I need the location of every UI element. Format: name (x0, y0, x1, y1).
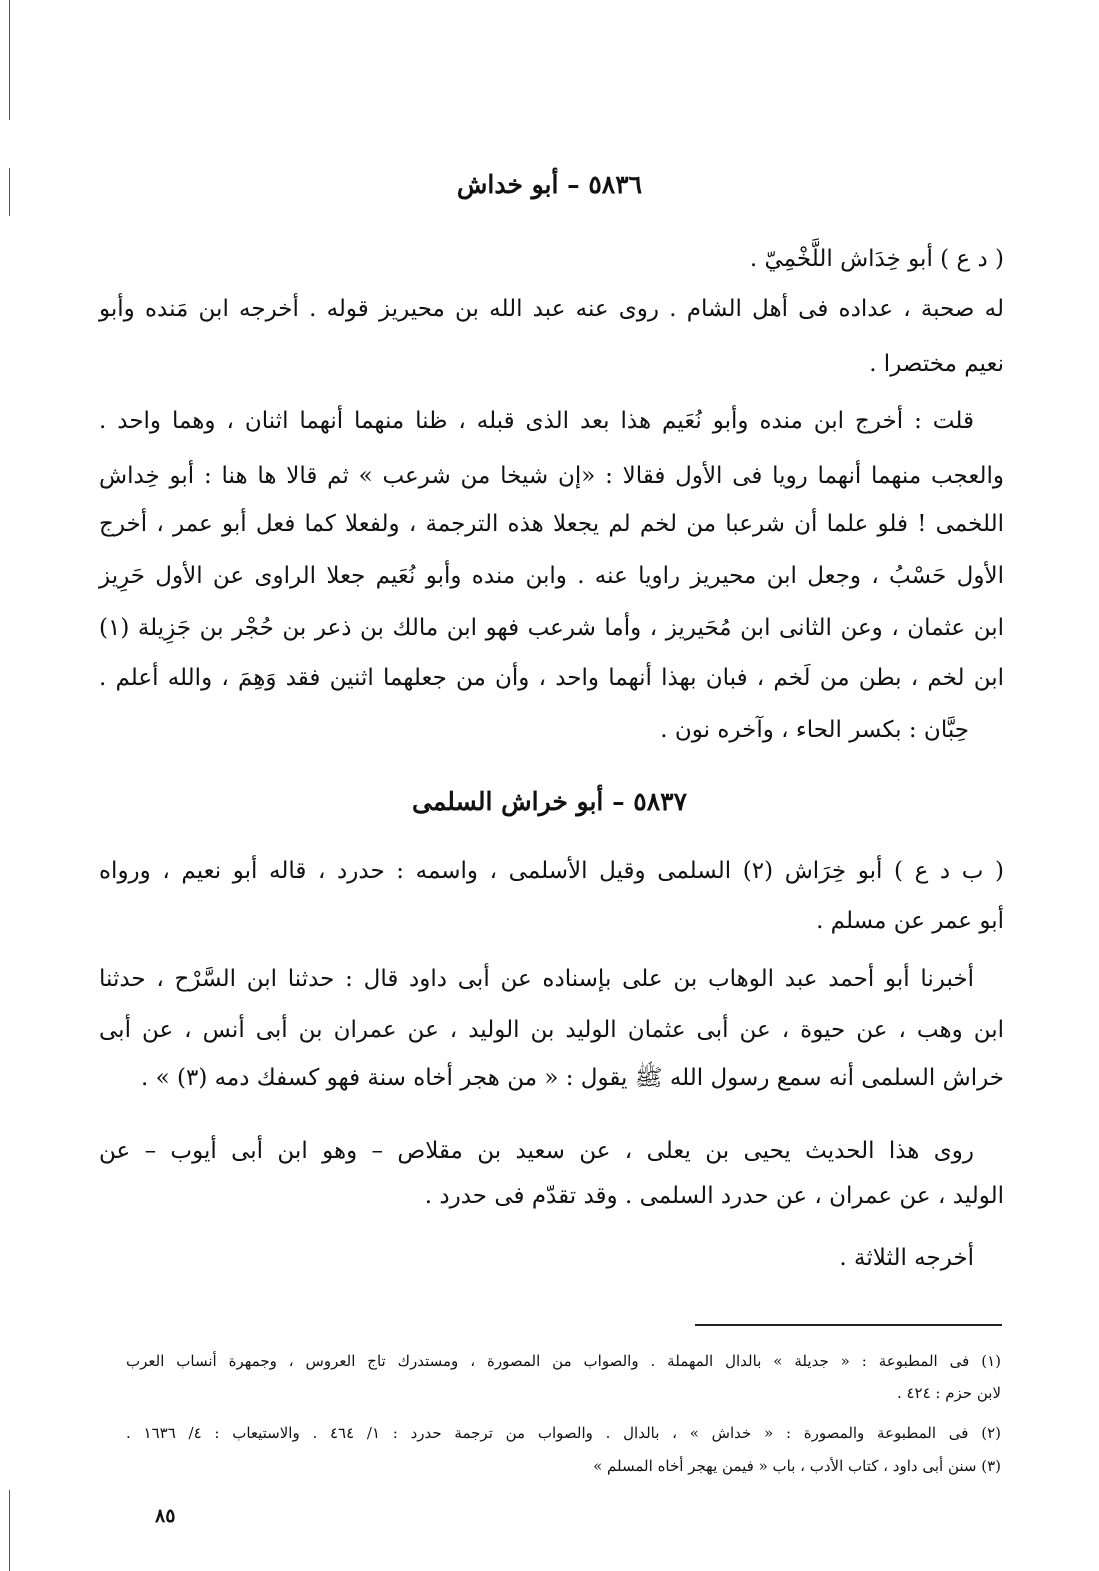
entry-5837-line: أبو عمر عن مسلم . (816, 908, 1004, 934)
entry-5836-line: حِبَّان : بكسر الحاء ، وآخره نون . (660, 717, 969, 743)
entry-5837-line: ابن وهب ، عن حيوة ، عن أبى عثمان الوليد بن الوليد ، عن عمران بن أبى أنس ، عن أبى (99, 1017, 1004, 1043)
entry-5837-line: أخبرنا أبو أحمد عبد الوهاب بن على بإسناده عن أبى داود قال : حدثنا ابن السَّرْح ، حدثنا (99, 966, 974, 992)
entry-5836-line: اللخمى ! فلو علما أن شرعبا من لخم لم يجعلا هذه الترجمة ، ولفعلا كما فعل أبو عمر ، أخرج (99, 511, 1004, 537)
entry-heading-5836: ٥٨٣٦ – أبو خداش (456, 170, 643, 199)
footnote-line: (٣) سنن أبى داود ، كتاب الأدب ، باب « فيمن يهجر أخاه المسلم » (593, 1457, 1001, 1475)
entry-5836-line: الأول حَسْبُ ، وجعل ابن محيريز راويا عنه . وابن منده وأبو نُعَيم جعلا الراوى عن الأول حَرِيز (99, 563, 1004, 589)
entry-5836-line: والعجب منهما أنهما رويا فى الأول فقالا : «إن شيخا من شرعب » ثم قالا ها هنا : أبو خِداش (99, 463, 1004, 489)
entry-5836-line: له صحبة ، عداده فى أهل الشام . روى عنه عبد الله بن محيريز قوله . أخرجه ابن مَنده وأبو (99, 296, 1004, 322)
entry-5836-line: قلت : أخرج ابن منده وأبو نُعَيم هذا بعد الذى قبله ، ظنا منهما أنهما اثنان ، وهما واحد . (99, 408, 974, 434)
entry-5837-line: أخرجه الثلاثة . (839, 1245, 974, 1271)
footnote-line: لابن حزم : ٤٢٤ . (896, 1384, 1001, 1402)
entry-5836-line: ( د ع ) أبو خِدَاش اللَّخْمِيّ . (749, 246, 1004, 272)
entry-5836-line: ابن عثمان ، وعن الثانى ابن مُحَيريز ، وأما شرعب فهو ابن مالك بن ذعر بن حُجْر بن جَزِيلة (١) (99, 615, 1004, 641)
entry-heading-5837: ٥٨٣٧ – أبو خراش السلمى (412, 787, 687, 816)
entry-5837-line: ( ب د ع ) أبو خِرَاش (٢) السلمى وقيل الأسلمى ، واسمه : حدرد ، قاله أبو نعيم ، ورواه (99, 858, 1004, 884)
footnote-line: (٢) فى المطبوعة والمصورة : « خداش » ، بالدال . والصواب من ترجمة حدرد : ١/ ٤٦٤ . والاستيعاب : ٤/ ١٦٣٦ . (126, 1424, 1001, 1442)
page-number: ٨٥ (155, 1505, 176, 1527)
entry-5837-line: الوليد ، عن عمران ، عن حدرد السلمى . وقد تقدّم فى حدرد . (424, 1183, 1004, 1209)
entry-5837-line: خراش السلمى أنه سمع رسول الله ﷺ يقول : « من هجر أخاه سنة فهو كسفك دمه (٣) » . (140, 1065, 1004, 1091)
entry-5837-line: روى هذا الحديث يحيى بن يعلى ، عن سعيد بن مقلاص – وهو ابن أبى أيوب – عن (99, 1138, 974, 1164)
footnote-line: (١) فى المطبوعة : « جديلة » بالدال المهملة . والصواب من المصورة ، ومستدرك تاج العروس ، وجمهرة أنساب العرب (126, 1352, 1001, 1370)
entry-5836-line: ابن لخم ، بطن من لَخم ، فبان بهذا أنهما واحد ، وأن من جعلهما اثنين فقد وَهِمَ ، والله أعلم . (99, 665, 1004, 691)
footnote-separator (695, 1324, 1002, 1326)
entry-5836-line: نعيم مختصرا . (869, 351, 1004, 377)
